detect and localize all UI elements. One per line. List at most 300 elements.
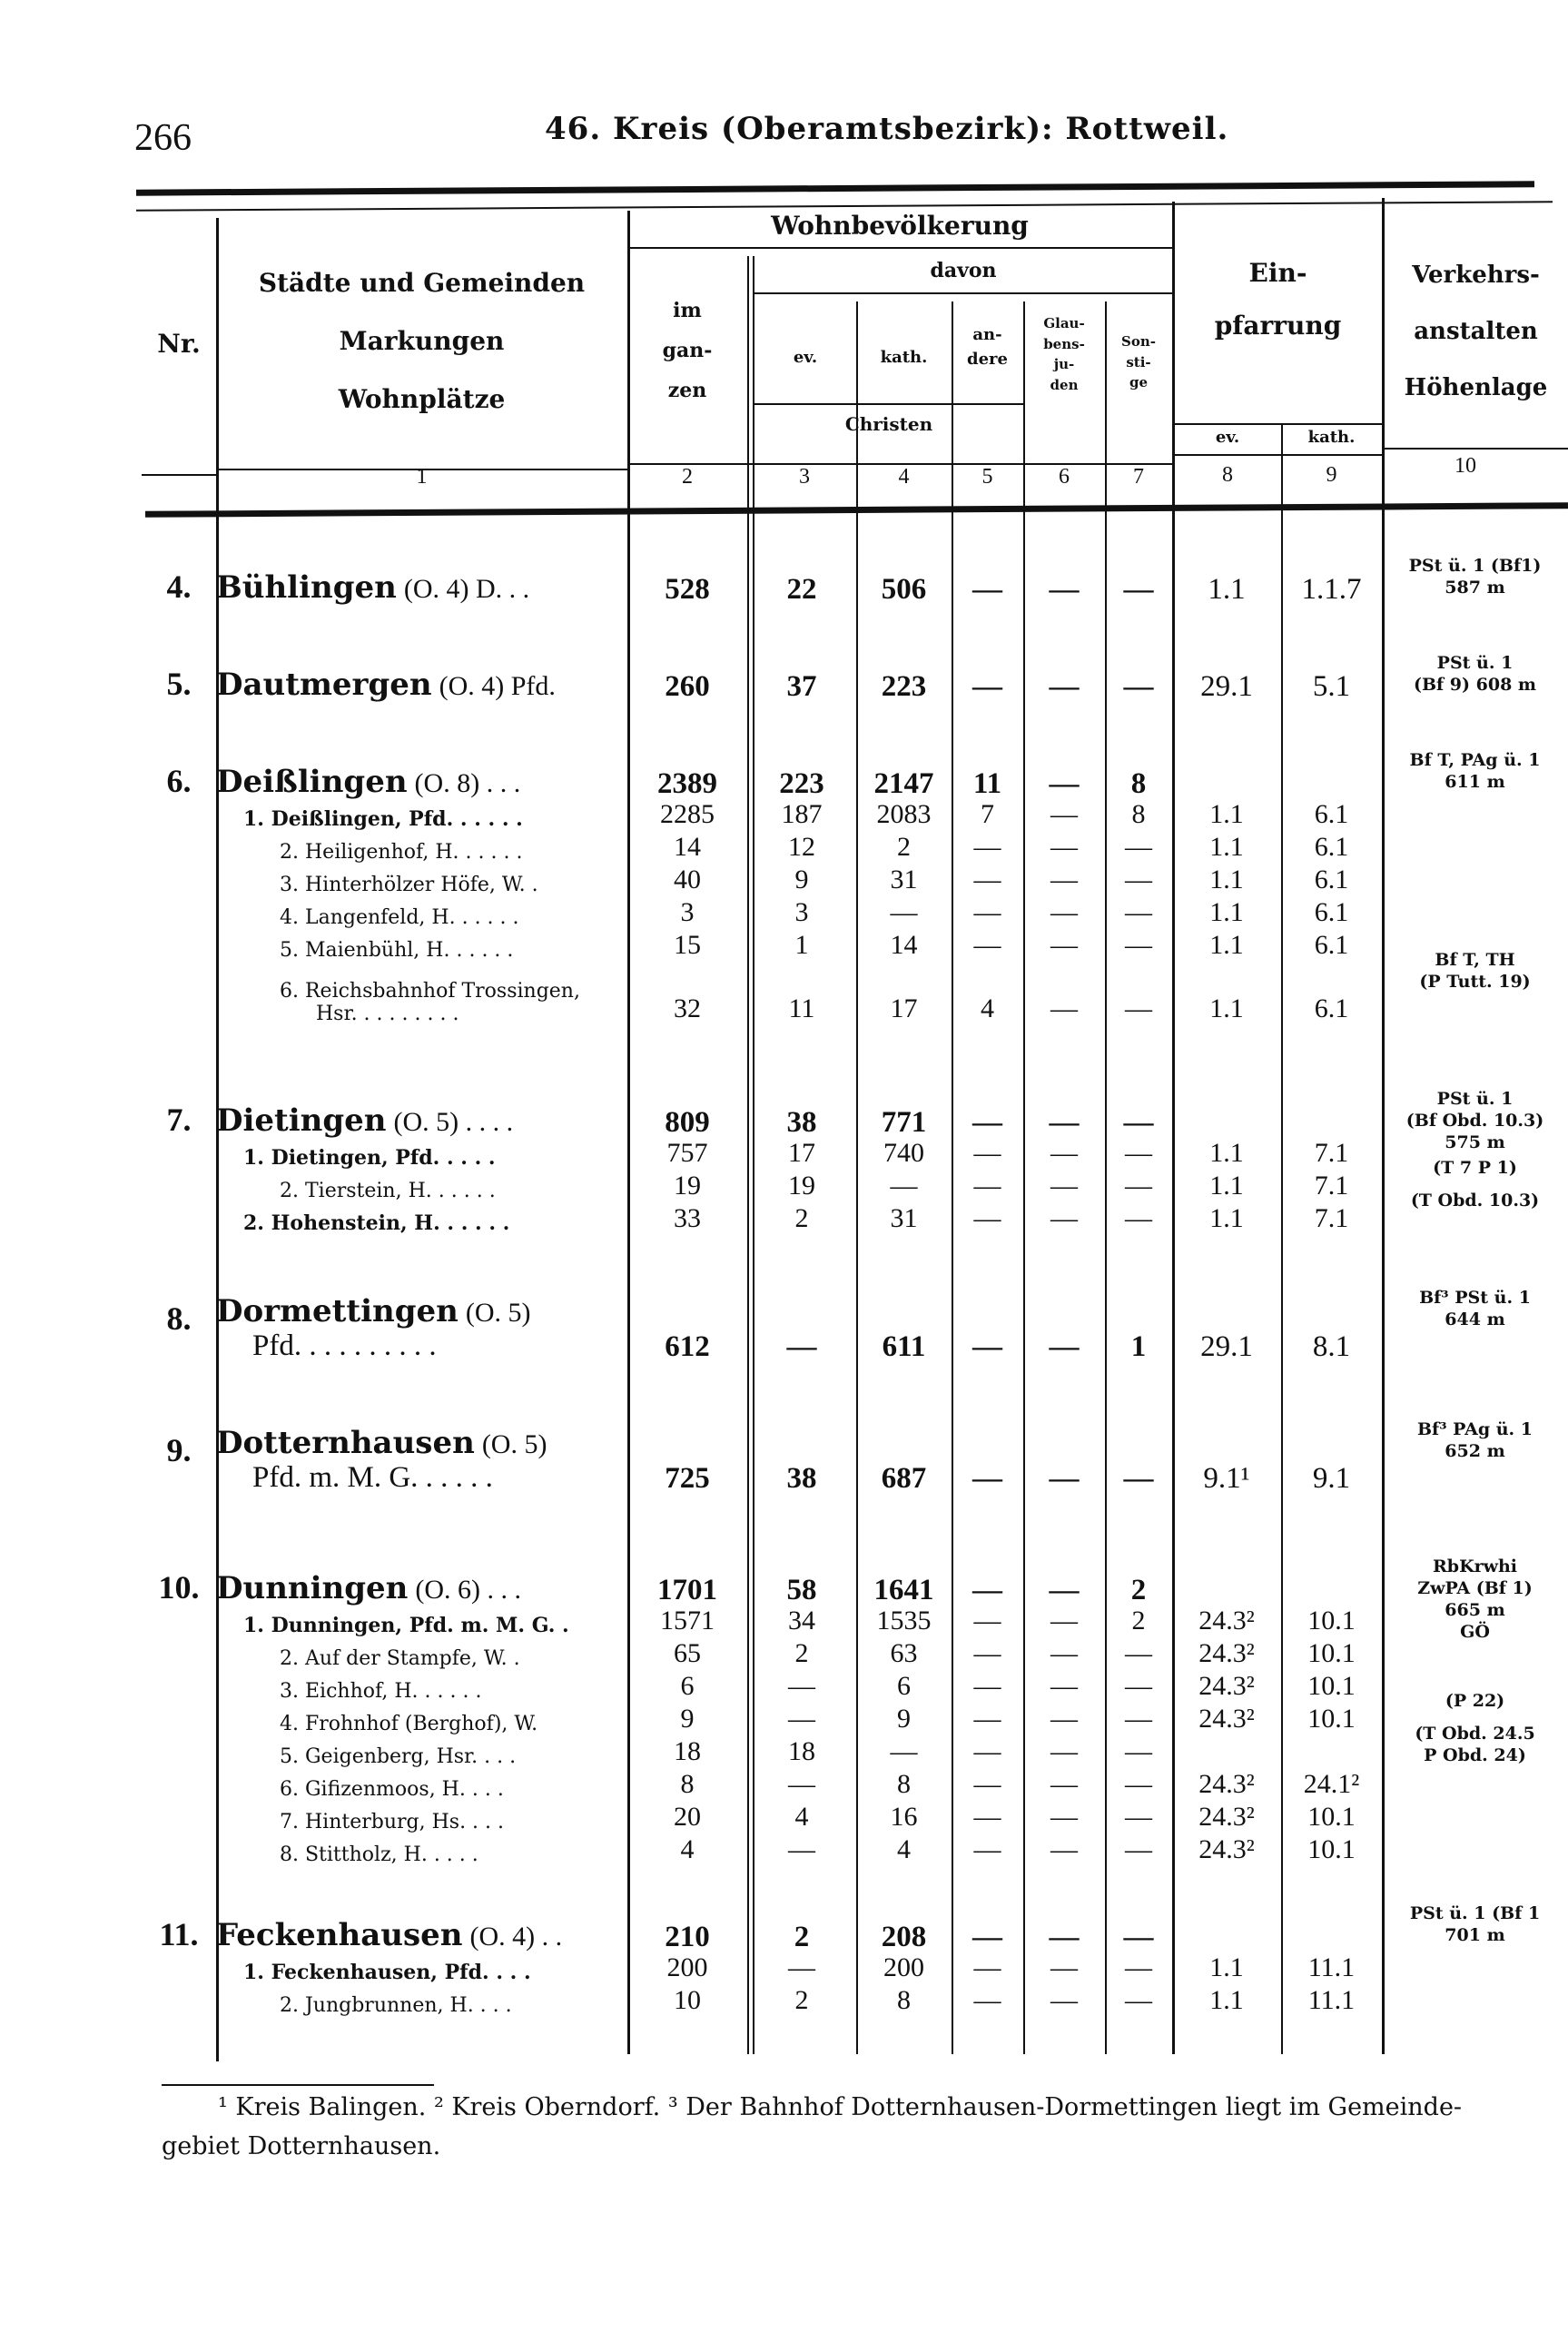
value-cell-col4: —	[890, 1171, 918, 1201]
footnote-line: gebiet Dotternhausen.	[162, 2132, 441, 2160]
traffic-altitude-line: PSt ü. 1	[1436, 653, 1514, 673]
value-cell-col2: 4	[680, 1834, 695, 1864]
traffic-altitude-cell	[1382, 1190, 1568, 1211]
settlement-name: 2. Heiligenhof, H. . . . . .	[280, 841, 523, 864]
traffic-altitude-cell	[1382, 652, 1568, 696]
value-cell-col7: —	[1125, 1704, 1152, 1734]
value-cell-col3: —	[788, 1671, 815, 1701]
place-name-cell	[216, 1994, 627, 2017]
value-cell-col4: 1641	[873, 1574, 934, 1606]
value-cell-col3: 4	[794, 1802, 809, 1832]
value-cell-col6: —	[1050, 1203, 1078, 1233]
divider	[1384, 448, 1568, 450]
value-cell-col3: 11	[788, 993, 815, 1023]
divider	[1174, 454, 1382, 456]
value-cell-col8: 1.1	[1209, 1203, 1244, 1233]
traffic-altitude-line: 701 m	[1445, 1925, 1505, 1945]
header-line: Verkehrs-	[1412, 262, 1540, 289]
value-cell-col4: 506	[881, 573, 927, 606]
row-number: 11.	[159, 1916, 199, 1952]
value-cell-col4: 4	[897, 1834, 911, 1864]
value-cell-col6: —	[1050, 1171, 1078, 1201]
footnote-line: ¹ Kreis Balingen. ² Kreis Oberndorf. ³ Der Bahnhof Dotternhausen-Dormettingen liegt im Gemeinde-	[218, 2093, 1463, 2121]
value-cell-col2: 15	[674, 930, 701, 960]
value-cell-col3: 34	[788, 1606, 815, 1636]
traffic-altitude-line: 587 m	[1445, 578, 1505, 598]
header-name-line: Markungen	[339, 326, 505, 356]
value-cell-col5: 4	[981, 993, 994, 1023]
value-cell-col9: 7.1	[1314, 1171, 1349, 1201]
value-cell-col9: 10.1	[1307, 1671, 1356, 1701]
value-cell-col3: 19	[788, 1171, 815, 1201]
header-ev: ev.	[793, 348, 818, 367]
value-cell-col4: 687	[881, 1462, 927, 1495]
footnote-rule	[162, 2084, 434, 2086]
value-cell-col8: 1.1	[1209, 865, 1244, 894]
header-line: Son-	[1121, 333, 1156, 350]
column-number: 8	[1222, 463, 1233, 487]
place-name-cell	[216, 569, 627, 606]
value-cell-col5: —	[973, 1638, 1001, 1668]
municipality-note: (O. 4) . .	[469, 1922, 563, 1952]
table-row	[142, 750, 1568, 800]
value-cell-col2: 612	[665, 1330, 710, 1363]
value-cell-col7: —	[1125, 1138, 1152, 1168]
municipality-name: Dunningen	[216, 1570, 409, 1606]
value-cell-col6: —	[1050, 1736, 1078, 1766]
value-cell-col5: —	[972, 1330, 1002, 1363]
traffic-altitude-line: 652 m	[1445, 1441, 1505, 1461]
value-cell-col5: —	[973, 897, 1001, 927]
traffic-altitude-cell	[1382, 555, 1568, 598]
place-name-cell	[216, 1745, 627, 1768]
municipality-note: (O. 6) . . .	[415, 1575, 522, 1605]
value-cell-col8: 1.1	[1209, 1952, 1244, 1982]
row-number: 8.	[166, 1300, 192, 1337]
traffic-altitude-line: RbKrwhi	[1433, 1556, 1517, 1576]
value-cell-col8: 1.1	[1209, 1171, 1244, 1201]
table-row	[142, 896, 1568, 929]
value-cell-col3: 9	[794, 865, 809, 894]
value-cell-col5: —	[973, 1769, 1001, 1799]
traffic-altitude-cell	[1382, 949, 1568, 993]
value-cell-col7: —	[1125, 1802, 1152, 1832]
municipality-note: (O. 8) . . .	[414, 768, 521, 798]
traffic-altitude-cell	[1382, 1902, 1568, 1946]
name-continuation: Pfd. m. M. G. . . . . .	[252, 1461, 493, 1494]
table-row	[142, 653, 1568, 703]
value-cell-col3: 2	[794, 1203, 809, 1233]
value-cell-col7: —	[1123, 1462, 1154, 1495]
value-cell-col8: 24.3²	[1198, 1769, 1255, 1799]
value-cell-col9: 11.1	[1307, 1985, 1356, 2015]
value-cell-col4: 208	[881, 1921, 927, 1953]
value-cell-col3: 1	[794, 930, 809, 960]
value-cell-col5: —	[973, 1736, 1001, 1766]
row-number: 6.	[166, 763, 192, 799]
value-cell-col7: —	[1125, 1638, 1152, 1668]
value-cell-col6: —	[1049, 670, 1080, 703]
traffic-altitude-line: (T Obd. 24.5	[1415, 1724, 1535, 1744]
settlement-name: 2. Hohenstein, H. . . . . .	[243, 1211, 510, 1235]
value-cell-col2: 18	[674, 1736, 701, 1766]
value-cell-col2: 20	[674, 1802, 701, 1832]
traffic-altitude-cell	[1382, 1418, 1568, 1462]
value-cell-col2: 19	[674, 1171, 701, 1201]
header-einpfarrung	[1174, 247, 1382, 352]
header-name	[216, 254, 627, 429]
value-cell-col7: 2	[1130, 1574, 1147, 1606]
value-cell-col8: 24.3²	[1198, 1802, 1255, 1832]
value-cell-col7: —	[1125, 1952, 1152, 1982]
settlement-name: 2. Auf der Stampfe, W. .	[280, 1647, 520, 1670]
settlement-name: 7. Hinterburg, Hs. . . .	[280, 1811, 505, 1833]
value-cell-col5: —	[972, 1574, 1002, 1606]
value-cell-col6: —	[1050, 799, 1078, 829]
traffic-altitude-line: (Bf Obd. 10.3)	[1405, 1111, 1544, 1131]
header-line: Höhenlage	[1404, 374, 1548, 401]
value-cell-col4: 31	[890, 1203, 918, 1233]
table-group	[142, 750, 1568, 1025]
value-cell-col3: 22	[786, 573, 817, 606]
value-cell-col8: 24.3²	[1198, 1606, 1255, 1636]
value-cell-col3: 17	[788, 1138, 815, 1168]
header-glaubensjuden	[1023, 313, 1105, 395]
traffic-altitude-line: 644 m	[1445, 1309, 1505, 1329]
value-cell-col8: 29.1	[1200, 670, 1253, 703]
table-row	[142, 1089, 1568, 1152]
value-cell-col6: —	[1050, 1671, 1078, 1701]
municipality-name: Dautmergen	[216, 667, 432, 703]
row-number: 7.	[166, 1102, 192, 1138]
value-cell-col7: —	[1125, 993, 1152, 1023]
value-cell-col5: —	[973, 865, 1001, 894]
header-line: den	[1050, 376, 1079, 393]
settlement-name: 6. Gifizenmoos, H. . . .	[280, 1778, 504, 1801]
value-cell-col5: 11	[972, 767, 1002, 800]
place-name-cell	[216, 1180, 627, 1202]
value-cell-col4: 740	[883, 1138, 924, 1168]
value-cell-col7: —	[1125, 1834, 1152, 1864]
value-cell-col4: 31	[890, 865, 918, 894]
municipality-name: Deißlingen	[216, 764, 408, 800]
table-group	[142, 1903, 1568, 2017]
place-name-cell	[216, 1293, 627, 1363]
value-cell-col4: 6	[897, 1671, 911, 1701]
value-cell-col2: 1701	[657, 1574, 717, 1606]
place-name-cell	[216, 1102, 627, 1139]
value-cell-col9: 10.1	[1307, 1638, 1356, 1668]
header-line: pfarrung	[1214, 311, 1342, 341]
traffic-altitude-line: PSt ü. 1 (Bf 1	[1409, 1903, 1541, 1923]
value-cell-col6: —	[1050, 1834, 1078, 1864]
table-row	[142, 556, 1568, 606]
value-cell-col9: 1.1.7	[1301, 573, 1362, 606]
value-cell-col2: 14	[674, 832, 701, 862]
traffic-altitude-cell	[1382, 1690, 1568, 1712]
place-name-cell	[216, 667, 627, 703]
place-name-cell	[216, 980, 627, 1025]
value-cell-col8: 1.1	[1209, 897, 1244, 927]
value-cell-col2: 8	[680, 1769, 695, 1799]
value-cell-col9: 8.1	[1312, 1330, 1351, 1363]
value-cell-col6: —	[1050, 897, 1078, 927]
traffic-altitude-line: GÖ	[1460, 1622, 1490, 1642]
header-verkehr	[1384, 247, 1568, 416]
value-cell-col8: 9.1¹	[1203, 1462, 1250, 1495]
value-cell-col9: 6.1	[1314, 832, 1349, 862]
traffic-altitude-line: Bf³ PSt ü. 1	[1419, 1288, 1531, 1308]
place-name-cell	[216, 1811, 627, 1833]
place-name-cell	[216, 1778, 627, 1801]
value-cell-col5: —	[972, 670, 1002, 703]
value-cell-col6: —	[1050, 1985, 1078, 2015]
value-cell-col5: —	[973, 1606, 1001, 1636]
table-row	[142, 798, 1568, 831]
value-cell-col7: 2	[1131, 1606, 1146, 1636]
settlement-name: 6. Reichsbahnhof Trossingen,	[280, 980, 580, 1003]
value-cell-col4: 771	[881, 1106, 927, 1139]
value-cell-col9: 6.1	[1314, 993, 1349, 1023]
municipality-name: Dietingen	[216, 1102, 387, 1139]
value-cell-col8: 24.3²	[1198, 1671, 1255, 1701]
header-nr: Nr.	[157, 329, 201, 359]
value-cell-col4: 611	[882, 1330, 926, 1363]
table-group	[142, 556, 1568, 606]
table-row	[142, 1605, 1568, 1637]
value-cell-col4: 223	[881, 670, 927, 703]
place-name-cell	[216, 1713, 627, 1735]
traffic-altitude-line: PSt ü. 1	[1436, 1089, 1514, 1109]
value-cell-col6: —	[1050, 993, 1078, 1023]
value-cell-col9: 5.1	[1312, 670, 1351, 703]
value-cell-col7: —	[1125, 1203, 1152, 1233]
value-cell-col2: 200	[666, 1952, 708, 1982]
place-name-cell	[216, 906, 627, 929]
settlement-name: 3. Hinterhölzer Höfe, W. .	[280, 874, 538, 896]
value-cell-col3: 18	[788, 1736, 815, 1766]
traffic-altitude-line: 665 m	[1445, 1600, 1505, 1620]
value-cell-col7: —	[1125, 865, 1152, 894]
value-cell-col9: 10.1	[1307, 1606, 1356, 1636]
traffic-altitude-cell	[1382, 1723, 1568, 1766]
header-wohnbevoelkerung: Wohnbevölkerung	[771, 211, 1029, 241]
header-line: ju-	[1053, 356, 1075, 372]
settlement-name: 5. Maienbühl, H. . . . . .	[280, 939, 514, 962]
value-cell-col2: 528	[665, 573, 710, 606]
name-continuation: Hsr. . . . . . . . .	[316, 1003, 459, 1025]
value-cell-col7: —	[1125, 1671, 1152, 1701]
value-cell-col7: —	[1123, 1921, 1154, 1953]
value-cell-col6: —	[1050, 865, 1078, 894]
traffic-altitude-cell	[1382, 1287, 1568, 1330]
value-cell-col5: 7	[981, 799, 994, 829]
value-cell-col9: 9.1	[1312, 1462, 1351, 1495]
value-cell-col2: 65	[674, 1638, 701, 1668]
table-row	[142, 1768, 1568, 1801]
place-name-cell	[216, 1614, 627, 1637]
value-cell-col2: 2389	[657, 767, 717, 800]
header-line: ge	[1129, 374, 1149, 390]
header-line: sti-	[1126, 353, 1151, 371]
table-row	[142, 1801, 1568, 1833]
value-cell-col7: —	[1125, 930, 1152, 960]
table-row	[142, 1952, 1568, 1984]
value-cell-col7: 8	[1130, 767, 1147, 800]
value-cell-col8: 1.1	[1209, 930, 1244, 960]
settlement-name: 3. Eichhof, H. . . . . .	[280, 1680, 482, 1703]
value-cell-col3: 12	[788, 832, 815, 862]
name-continuation: Pfd. . . . . . . . . .	[252, 1329, 437, 1362]
traffic-altitude-line: Bf T, TH	[1435, 950, 1515, 970]
settlement-name: 4. Frohnhof (Berghof), W.	[280, 1713, 538, 1735]
value-cell-col2: 9	[680, 1704, 695, 1734]
place-name-cell	[216, 1917, 627, 1953]
row-number: 5.	[166, 666, 192, 702]
value-cell-col7: 1	[1130, 1330, 1147, 1363]
traffic-altitude-line: (P Tutt. 19)	[1419, 972, 1531, 992]
place-name-cell	[216, 1680, 627, 1703]
value-cell-col4: 17	[890, 993, 918, 1023]
row-number: 4.	[166, 568, 192, 605]
table-row	[142, 864, 1568, 896]
header-name-line: Städte und Gemeinden	[258, 268, 586, 298]
value-cell-col7: 8	[1131, 799, 1146, 829]
settlement-name: 1. Dietingen, Pfd. . . . .	[243, 1146, 496, 1170]
value-cell-col5: —	[972, 573, 1002, 606]
traffic-altitude-cell	[1382, 749, 1568, 793]
traffic-altitude-line: (T Obd. 10.3)	[1410, 1191, 1540, 1211]
value-cell-col5: —	[973, 1704, 1001, 1734]
place-name-cell	[216, 1425, 627, 1495]
value-cell-col9: 7.1	[1314, 1138, 1349, 1168]
value-cell-col6: —	[1049, 573, 1080, 606]
header-line: Glau-	[1043, 315, 1085, 331]
table-row	[142, 929, 1568, 962]
value-cell-col5: —	[972, 1921, 1002, 1953]
value-cell-col8: 1.1	[1209, 832, 1244, 862]
value-cell-col3: 2	[794, 1985, 809, 2015]
value-cell-col3: 37	[786, 670, 817, 703]
value-cell-col5: —	[973, 832, 1001, 862]
place-name-cell	[216, 1647, 627, 1670]
place-name-cell	[216, 939, 627, 962]
traffic-altitude-line: (Bf 9) 608 m	[1413, 675, 1537, 695]
traffic-altitude-line: P Obd. 24)	[1424, 1745, 1526, 1765]
value-cell-col7: —	[1125, 1985, 1152, 2015]
value-cell-col9: 24.1²	[1303, 1769, 1360, 1799]
place-name-cell	[216, 1961, 627, 1984]
value-cell-col9: 10.1	[1307, 1704, 1356, 1734]
settlement-name: 2. Tierstein, H. . . . . .	[280, 1180, 496, 1202]
value-cell-col7: —	[1125, 1736, 1152, 1766]
traffic-altitude-line: Bf³ PAg ü. 1	[1417, 1419, 1533, 1439]
divider	[142, 474, 216, 476]
value-cell-col3: —	[788, 1952, 815, 1982]
value-cell-col8: 1.1	[1209, 1985, 1244, 2015]
header-kath: kath.	[880, 348, 928, 367]
table-group	[142, 1419, 1568, 1495]
column-number: 3	[799, 465, 810, 489]
value-cell-col2: 2285	[660, 799, 715, 829]
value-cell-col4: 2147	[873, 767, 934, 800]
traffic-altitude-line: ZwPA (Bf 1)	[1417, 1578, 1533, 1598]
municipality-note: (O. 4) Pfd.	[439, 671, 556, 701]
page-number: 266	[134, 117, 192, 159]
value-cell-col3: 38	[786, 1106, 817, 1139]
column-number: 7	[1133, 465, 1144, 489]
header-line: Ein-	[1248, 258, 1307, 288]
settlement-name: 1. Dunningen, Pfd. m. M. G. .	[243, 1614, 569, 1637]
value-cell-col6: —	[1050, 1704, 1078, 1734]
column-number: 1	[416, 465, 428, 489]
value-cell-col9: 7.1	[1314, 1203, 1349, 1233]
value-cell-col2: 1571	[660, 1606, 715, 1636]
table-group	[142, 1089, 1568, 1235]
value-cell-col4: 200	[883, 1952, 924, 1982]
column-number: 10	[1455, 454, 1476, 478]
value-cell-col6: —	[1050, 1802, 1078, 1832]
value-cell-col5: —	[973, 1671, 1001, 1701]
value-cell-col6: —	[1050, 930, 1078, 960]
value-cell-col7: —	[1123, 1106, 1154, 1139]
value-cell-col3: 187	[781, 799, 823, 829]
header-einpf-kath: kath.	[1307, 428, 1356, 447]
table-row	[142, 1903, 1568, 1953]
traffic-altitude-line: (P 22)	[1445, 1691, 1505, 1711]
place-name-cell	[216, 1843, 627, 1866]
value-cell-col5: —	[973, 1985, 1001, 2015]
table-row	[142, 831, 1568, 864]
municipality-name: Feckenhausen	[216, 1917, 463, 1953]
top-rule	[136, 181, 1534, 195]
municipality-note: (O. 5) . . . .	[393, 1107, 514, 1137]
table-row	[142, 1288, 1568, 1363]
header-line: zen	[667, 379, 707, 402]
value-cell-col3: —	[788, 1704, 815, 1734]
settlement-name: 1. Deißlingen, Pfd. . . . . .	[243, 807, 523, 831]
table-group	[142, 1556, 1568, 1866]
value-cell-col5: —	[972, 1106, 1002, 1139]
value-cell-col8: 24.3²	[1198, 1704, 1255, 1734]
value-cell-col5: —	[973, 1834, 1001, 1864]
value-cell-col3: —	[786, 1330, 817, 1363]
value-cell-col8: 29.1	[1200, 1330, 1253, 1363]
value-cell-col7: —	[1123, 670, 1154, 703]
value-cell-col9: 6.1	[1314, 865, 1349, 894]
table-body	[142, 556, 1568, 2017]
place-name-cell	[216, 807, 627, 831]
value-cell-col7: —	[1123, 573, 1154, 606]
value-cell-col5: —	[972, 1462, 1002, 1495]
settlement-name: 2. Jungbrunnen, H. . . .	[280, 1994, 512, 2017]
header-davon: davon	[930, 259, 997, 282]
value-cell-col5: —	[973, 1138, 1001, 1168]
value-cell-col2: 6	[680, 1671, 695, 1701]
column-number: 6	[1059, 465, 1070, 489]
value-cell-col4: 63	[890, 1638, 918, 1668]
value-cell-col3: 3	[794, 897, 809, 927]
value-cell-col6: —	[1049, 767, 1080, 800]
value-cell-col3: 2	[794, 1638, 809, 1668]
value-cell-col9: 6.1	[1314, 897, 1349, 927]
municipality-note: (O. 5)	[465, 1298, 531, 1328]
value-cell-col5: —	[973, 930, 1001, 960]
value-cell-col3: —	[788, 1769, 815, 1799]
value-cell-col2: 32	[674, 993, 701, 1023]
settlement-name: 5. Geigenberg, Hsr. . . .	[280, 1745, 517, 1768]
table-row	[142, 1833, 1568, 1866]
